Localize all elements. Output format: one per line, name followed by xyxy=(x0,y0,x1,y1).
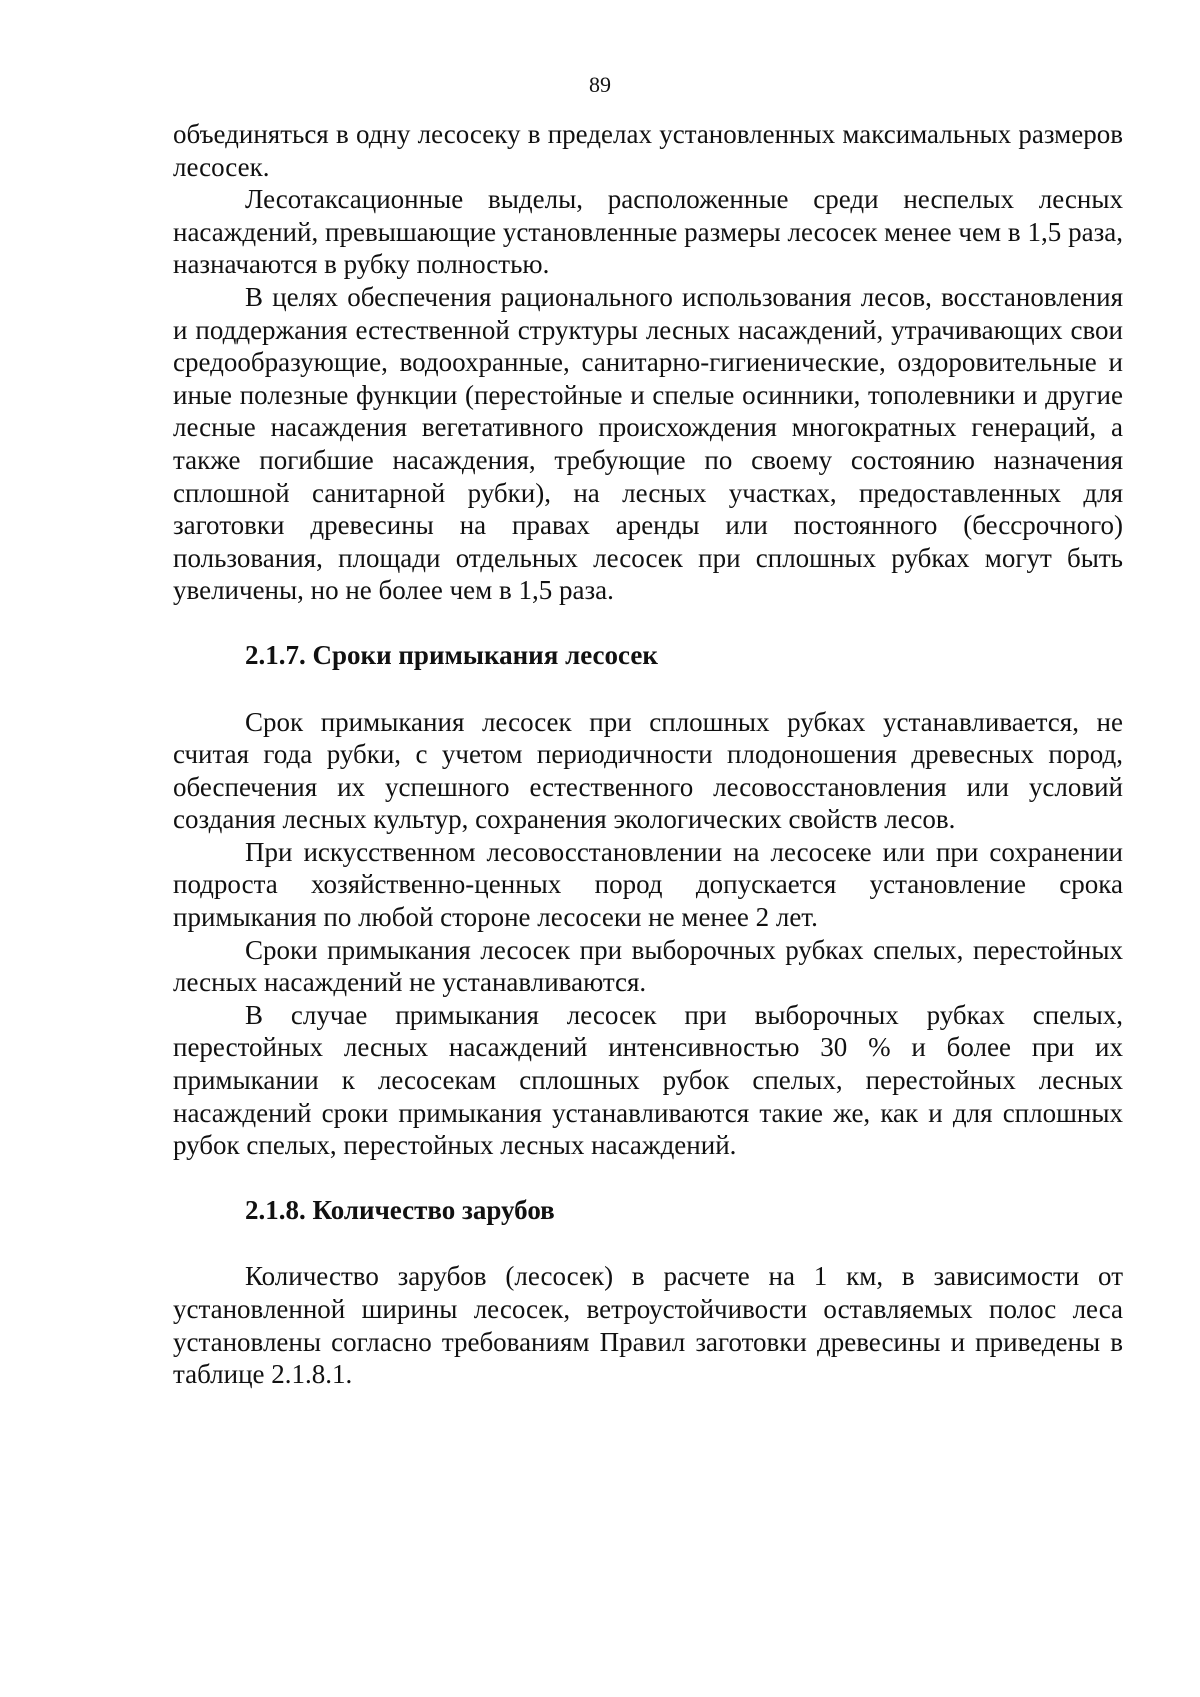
paragraph: Количество зарубов (лесосек) в расчете на 1 км, в зависимости от установленной ширины лесосек, ветроустойчивости оставляемых полос леса установлены согласно требованиям Правил заготовки древесины и приведены в таблице 2.1.8.1. xyxy=(173,1261,1123,1390)
paragraph: При искусственном лесовосстановлении на лесосеке или при сохранении подроста хозяйственно-ценных пород допускается установление срока примыкания по любой стороне лесосеки не менее 2 лет. xyxy=(173,836,1123,933)
section-heading-2-1-7: 2.1.7. Сроки примыкания лесосек xyxy=(245,639,658,670)
paragraph: В случае примыкания лесосек при выборочных рубках спелых, перестойных лесных насаждений интенсивностью 30 % и более при их примыкании к лесосекам сплошных рубок спелых, перестойных лесных насаждений сроки примыкания устанавливаются такие же, как и для сплошных рубок спелых, перестойных лесных насаждений. xyxy=(173,999,1123,1161)
page-number: 89 xyxy=(589,72,611,97)
paragraph: Срок примыкания лесосек при сплошных рубках устанавливается, не считая года рубки, с учетом периодичности плодоношения древесных пород, обеспечения их успешного естественного лесовосстановления или условий создания лесных культур, сохранения экологических свойств лесов. xyxy=(173,706,1123,835)
page-content xyxy=(173,118,1123,1391)
paragraph: объединяться в одну лесосеку в пределах установленных максимальных размеров лесосек. xyxy=(173,119,1123,182)
paragraph: Лесотаксационные выделы, расположенные среди неспелых лесных насаждений, превышающие установленные размеры лесосек менее чем в 1,5 раза, назначаются в рубку полностью. xyxy=(173,184,1123,280)
paragraph: В целях обеспечения рационального использования лесов, восстановления и поддержания естественной структуры лесных насаждений, утрачивающих свои средообразующие, водоохранные, санитарно-гигиенические, оздоровительные и иные полезные функции (перестойные и спелые осинники, тополевники и другие лесные насаждения вегетативного происхождения многократных генераций, а также погибшие насаждения, требующие по своему состоянию назначения сплошной санитарной рубки), на лесных участках, предоставленных для заготовки древесины на правах аренды или постоянного (бессрочного) пользования, площади отдельных лесосек при сплошных рубках могут быть увеличены, но не более чем в 1,5 раза. xyxy=(173,281,1123,606)
section-heading-2-1-8: 2.1.8. Количество зарубов xyxy=(245,1194,555,1225)
paragraph: Сроки примыкания лесосек при выборочных рубках спелых, перестойных лесных насаждений не устанавливаются. xyxy=(173,934,1123,998)
